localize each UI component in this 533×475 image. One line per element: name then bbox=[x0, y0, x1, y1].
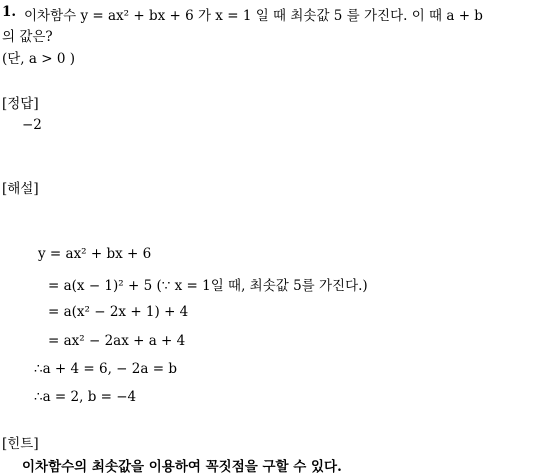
problem-condition: (단, a > 0 ) bbox=[2, 51, 75, 67]
hint-header: [힌트] bbox=[2, 436, 39, 452]
problem-number: 1. bbox=[2, 4, 17, 20]
solution-header: [해설] bbox=[2, 181, 39, 197]
solution-step-5: ∴a + 4 = 6, − 2a = b bbox=[34, 361, 177, 377]
solution-step-3: = a(x² − 2x + 1) + 4 bbox=[48, 304, 189, 320]
hint-text: 이차함수의 최솟값을 이용하여 꼭짓점을 구할 수 있다. bbox=[22, 459, 342, 475]
answer-header: [정답] bbox=[2, 96, 39, 112]
answer-value: −2 bbox=[22, 117, 42, 133]
solution-step-2: = a(x − 1)² + 5 (∵ x = 1일 때, 최솟값 5를 가진다.) bbox=[48, 278, 368, 294]
solution-step-6: ∴a = 2, b = −4 bbox=[34, 389, 137, 405]
problem-line-2: 의 값은? bbox=[2, 29, 53, 45]
problem-line-1: 이차함수 y = ax² + bx + 6 가 x = 1 일 때 최솟값 5 를 가진다. 이 때 a + b bbox=[24, 8, 483, 24]
solution-step-1: y = ax² + bx + 6 bbox=[38, 246, 152, 262]
solution-step-4: = ax² − 2ax + a + 4 bbox=[48, 333, 186, 349]
